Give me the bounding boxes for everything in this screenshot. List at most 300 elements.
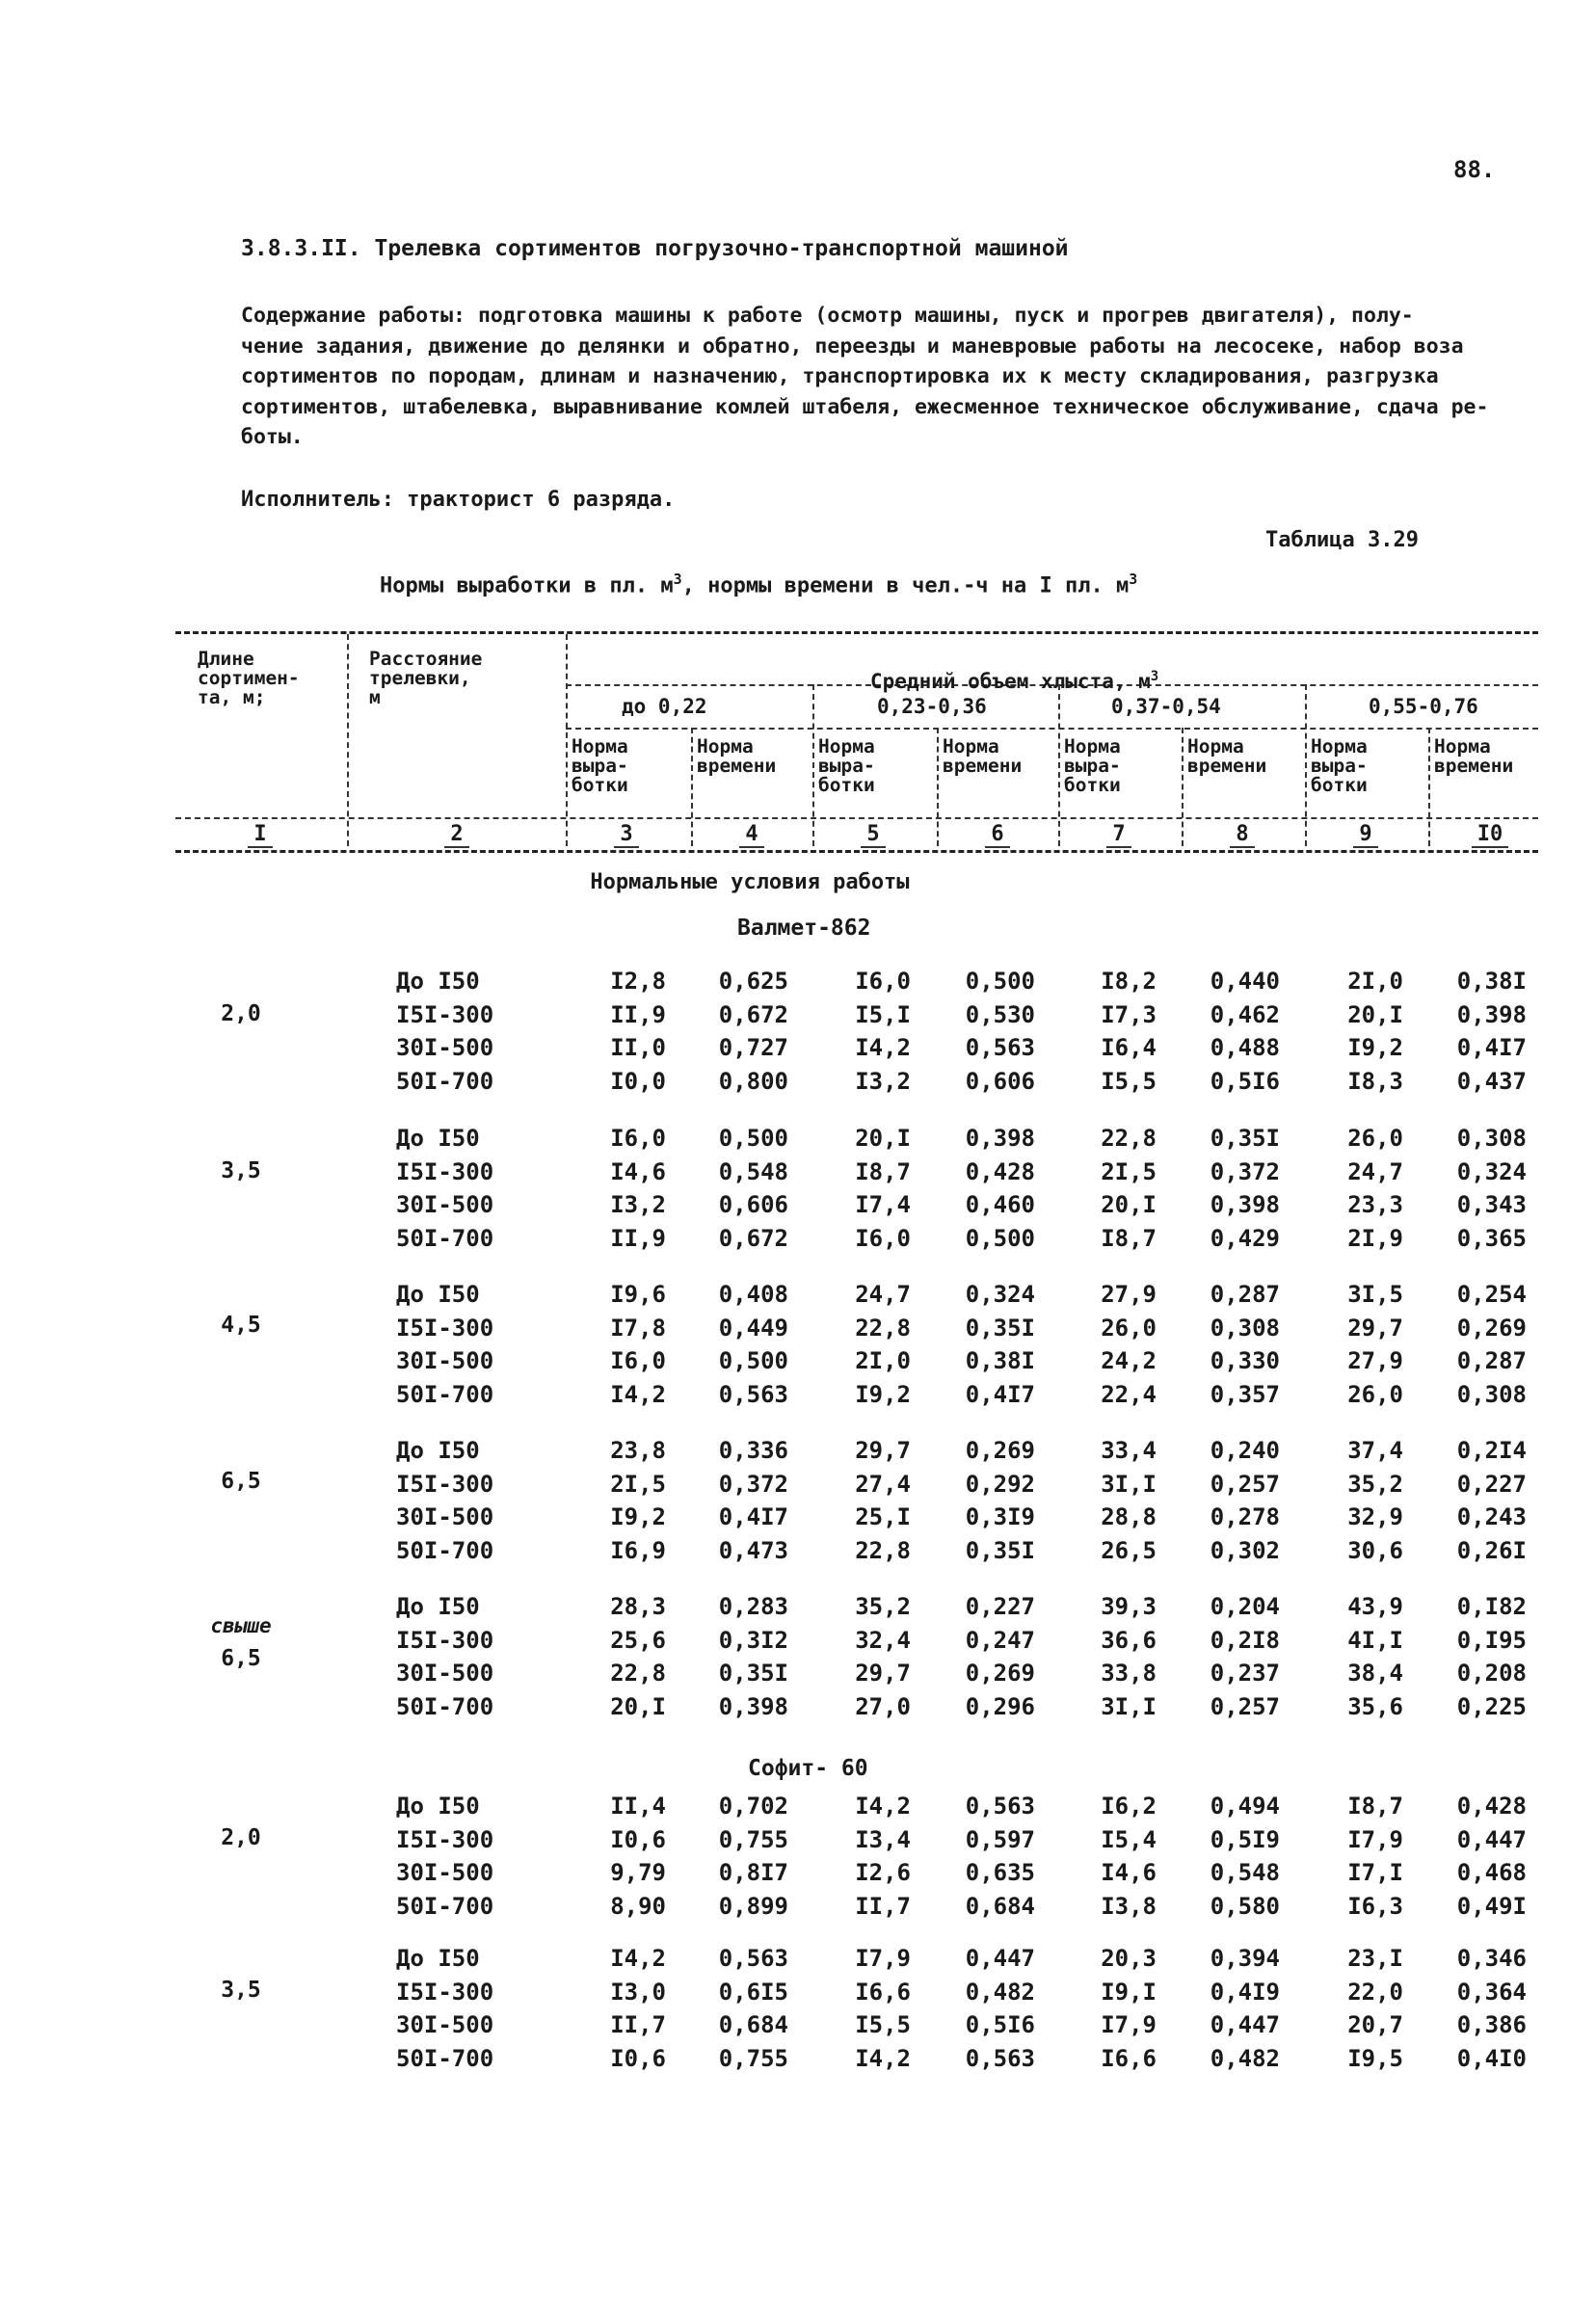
norm-time-value: 0,597 bbox=[965, 1825, 1035, 1853]
norm-output-value: I7,4 bbox=[855, 1191, 911, 1218]
norm-output-value: 38,4 bbox=[1347, 1660, 1403, 1687]
header-col-length: Длине сортимен- та, м; bbox=[198, 648, 300, 708]
header-norm-output: Норма выра- ботки bbox=[1311, 735, 1368, 796]
norm-output-value: I6,2 bbox=[1101, 1793, 1157, 1820]
norm-time-value: 0,364 bbox=[1456, 1978, 1527, 2006]
header-range-2: 0,23-0,36 bbox=[877, 695, 987, 718]
row-distance: 50I-700 bbox=[396, 1224, 494, 1252]
norm-output-value: 27,9 bbox=[1347, 1347, 1403, 1374]
norm-output-value: I7,I bbox=[1347, 1859, 1403, 1886]
norm-time-value: 0,204 bbox=[1210, 1593, 1280, 1620]
norm-time-value: 0,I82 bbox=[1456, 1593, 1527, 1620]
norm-time-value: 0,4I0 bbox=[1456, 2044, 1527, 2072]
norm-output-value: I6,0 bbox=[610, 1125, 666, 1152]
norm-output-value: 20,I bbox=[1347, 1000, 1403, 1028]
column-number-text: 6 bbox=[985, 822, 1009, 848]
norm-time-value: 0,49I bbox=[1456, 1892, 1527, 1920]
norm-output-value: I4,2 bbox=[855, 1034, 911, 1061]
norm-time-value: 0,563 bbox=[718, 1380, 788, 1408]
norm-output-value: I4,6 bbox=[1101, 1859, 1157, 1886]
column-number-text: 5 bbox=[861, 822, 885, 848]
norm-time-value: 0,460 bbox=[965, 1191, 1035, 1218]
norm-output-value: I3,2 bbox=[855, 1067, 911, 1095]
norm-time-value: 0,302 bbox=[1210, 1536, 1280, 1564]
norm-output-value: I7,9 bbox=[1347, 1825, 1403, 1853]
norm-output-value: I6,0 bbox=[855, 968, 911, 995]
norm-time-value: 0,2I4 bbox=[1456, 1437, 1527, 1464]
sortiment-length bbox=[173, 1155, 308, 1187]
norm-time-value: 0,635 bbox=[965, 1859, 1035, 1886]
column-number bbox=[959, 822, 1036, 846]
sortiment-length bbox=[173, 1309, 308, 1342]
header-rule bbox=[566, 728, 1538, 730]
content-line: Содержание работы: подготовка машины к работе (осмотр машины, пуск и прогрев двигателя), полу- bbox=[241, 304, 1414, 328]
norm-output-value: 20,I bbox=[855, 1125, 911, 1152]
norm-output-value: 39,3 bbox=[1101, 1593, 1157, 1620]
sortiment-length bbox=[173, 1821, 308, 1854]
norm-output-value: II,0 bbox=[610, 1034, 666, 1061]
norm-time-value: 0,287 bbox=[1456, 1347, 1527, 1374]
content-line: боты. bbox=[241, 425, 304, 449]
norm-time-value: 0,5I9 bbox=[1210, 1825, 1280, 1853]
column-number bbox=[222, 822, 299, 846]
norm-output-value: 35,2 bbox=[1347, 1470, 1403, 1498]
sortiment-length-value: 6,5 bbox=[221, 1469, 261, 1494]
norm-time-value: 0,225 bbox=[1456, 1692, 1527, 1720]
norm-time-value: 0,296 bbox=[965, 1692, 1035, 1720]
norm-output-value: 22,0 bbox=[1347, 1978, 1403, 2006]
norm-output-value: II,7 bbox=[855, 1892, 911, 1920]
sortiment-length-value: 6,5 bbox=[221, 1646, 261, 1671]
norm-output-value: I6,0 bbox=[610, 1347, 666, 1374]
norm-output-value: 22,4 bbox=[1101, 1380, 1157, 1408]
machine-title-sofit: Софит- 60 bbox=[748, 1756, 868, 1781]
norm-output-value: I5,5 bbox=[855, 2011, 911, 2038]
norm-time-value: 0,500 bbox=[965, 1224, 1035, 1252]
norm-time-value: 0,292 bbox=[965, 1470, 1035, 1498]
norm-time-value: 0,530 bbox=[965, 1000, 1035, 1028]
norm-output-value: 27,4 bbox=[855, 1470, 911, 1498]
norm-time-value: 0,257 bbox=[1210, 1692, 1280, 1720]
norm-output-value: I9,2 bbox=[610, 1503, 666, 1530]
norm-time-value: 0,269 bbox=[965, 1660, 1035, 1687]
header-divider bbox=[937, 728, 939, 846]
norm-output-value: 23,8 bbox=[610, 1437, 666, 1464]
header-norm-output: Норма выра- ботки bbox=[1064, 735, 1121, 796]
norm-time-value: 0,428 bbox=[965, 1157, 1035, 1185]
norm-output-value: I9,5 bbox=[1347, 2044, 1403, 2072]
norm-output-value: I9,2 bbox=[1347, 1034, 1403, 1061]
norm-time-value: 0,398 bbox=[965, 1125, 1035, 1152]
column-number-text: 4 bbox=[739, 822, 763, 848]
header-norm-output: Норма выра- ботки bbox=[818, 735, 875, 796]
norm-time-value: 0,38I bbox=[965, 1347, 1035, 1374]
norm-output-value: I9,6 bbox=[610, 1281, 666, 1308]
row-distance: До I50 bbox=[396, 1125, 480, 1152]
norm-output-value: 4I,I bbox=[1347, 1626, 1403, 1654]
norm-output-value: 26,0 bbox=[1347, 1125, 1403, 1152]
norm-time-value: 0,462 bbox=[1210, 1000, 1280, 1028]
norm-output-value: 20,I bbox=[610, 1692, 666, 1720]
norm-time-value: 0,672 bbox=[718, 1224, 788, 1252]
norm-time-value: 0,408 bbox=[718, 1281, 788, 1308]
norm-output-value: 20,I bbox=[1101, 1191, 1157, 1218]
row-distance: 50I-700 bbox=[396, 2044, 494, 2072]
norm-output-value: I6,9 bbox=[610, 1536, 666, 1564]
section-title: 3.8.3.II. Трелевка сортиментов погрузочно-транспортной машиной bbox=[241, 236, 1069, 261]
table-label: Таблица 3.29 bbox=[1265, 528, 1419, 552]
norm-time-value: 0,473 bbox=[718, 1536, 788, 1564]
header-col-distance: Расстояние трелевки, м bbox=[369, 648, 483, 708]
norm-time-value: 0,428 bbox=[1456, 1793, 1527, 1820]
column-number bbox=[1451, 822, 1529, 846]
norm-output-value: 9,79 bbox=[610, 1859, 666, 1886]
caption-sup-a: 3 bbox=[673, 571, 682, 588]
norm-time-value: 0,755 bbox=[718, 2044, 788, 2072]
caption-part-b: , нормы времени в чел.-ч на I пл. м bbox=[681, 573, 1130, 598]
column-number bbox=[835, 822, 912, 846]
norm-time-value: 0,563 bbox=[965, 1034, 1035, 1061]
machine-title-valmet: Валмет-862 bbox=[737, 916, 871, 941]
header-norm-time: Норма времени bbox=[697, 735, 777, 777]
column-number bbox=[1204, 822, 1281, 846]
norm-time-value: 0,287 bbox=[1210, 1281, 1280, 1308]
page-number: 88. bbox=[1453, 156, 1496, 183]
norm-output-value: 2I,9 bbox=[1347, 1224, 1403, 1252]
norm-time-value: 0,684 bbox=[965, 1892, 1035, 1920]
header-range-3: 0,37-0,54 bbox=[1111, 695, 1221, 718]
norm-output-value: I8,7 bbox=[1101, 1224, 1157, 1252]
norm-time-value: 0,35I bbox=[965, 1536, 1035, 1564]
norm-output-value: I6,3 bbox=[1347, 1892, 1403, 1920]
row-distance: I5I-300 bbox=[396, 1626, 494, 1654]
column-number-text: 8 bbox=[1230, 822, 1254, 848]
norm-time-value: 0,278 bbox=[1210, 1503, 1280, 1530]
sortiment-length bbox=[173, 1974, 308, 2006]
row-distance: До I50 bbox=[396, 1793, 480, 1820]
column-number-text: I0 bbox=[1472, 822, 1509, 848]
norm-time-value: 0,336 bbox=[718, 1437, 788, 1464]
norm-time-value: 0,324 bbox=[965, 1281, 1035, 1308]
column-number-text: 2 bbox=[444, 822, 468, 848]
norm-time-value: 0,386 bbox=[1456, 2011, 1527, 2038]
sortiment-length-value: 4,5 bbox=[221, 1313, 261, 1338]
norm-output-value: 26,5 bbox=[1101, 1536, 1157, 1564]
sortiment-length-value: 3,5 bbox=[221, 1978, 261, 2003]
norm-output-value: I2,8 bbox=[610, 968, 666, 995]
norm-output-value: 43,9 bbox=[1347, 1593, 1403, 1620]
norm-output-value: 24,2 bbox=[1101, 1347, 1157, 1374]
norm-time-value: 0,440 bbox=[1210, 968, 1280, 995]
column-number-text: 9 bbox=[1353, 822, 1377, 848]
sortiment-length-prefix: свыше bbox=[210, 1614, 272, 1637]
norm-output-value: 23,I bbox=[1347, 1945, 1403, 1972]
norm-time-value: 0,449 bbox=[718, 1314, 788, 1342]
norm-output-value: I8,2 bbox=[1101, 968, 1157, 995]
norm-output-value: 35,2 bbox=[855, 1593, 911, 1620]
norm-output-value: 25,6 bbox=[610, 1626, 666, 1654]
norm-output-value: I3,4 bbox=[855, 1825, 911, 1853]
norm-time-value: 0,548 bbox=[1210, 1859, 1280, 1886]
norm-output-value: 37,4 bbox=[1347, 1437, 1403, 1464]
header-range-1: до 0,22 bbox=[622, 695, 707, 718]
header-divider bbox=[691, 728, 693, 846]
norm-output-value: 32,9 bbox=[1347, 1503, 1403, 1530]
norm-time-value: 0,35I bbox=[965, 1314, 1035, 1342]
column-number bbox=[713, 822, 790, 846]
row-distance: I5I-300 bbox=[396, 1978, 494, 2006]
norm-time-value: 0,8I7 bbox=[718, 1859, 788, 1886]
norm-output-value: 33,8 bbox=[1101, 1660, 1157, 1687]
norm-time-value: 0,899 bbox=[718, 1892, 788, 1920]
norm-time-value: 0,398 bbox=[1210, 1191, 1280, 1218]
norm-time-value: 0,500 bbox=[965, 968, 1035, 995]
norm-time-value: 0,398 bbox=[1456, 1000, 1527, 1028]
header-divider bbox=[347, 634, 349, 846]
row-distance: I5I-300 bbox=[396, 1825, 494, 1853]
column-number bbox=[588, 822, 665, 846]
norm-output-value: I4,2 bbox=[610, 1945, 666, 1972]
norm-time-value: 0,3I9 bbox=[965, 1503, 1035, 1530]
row-distance: 50I-700 bbox=[396, 1892, 494, 1920]
norm-output-value: 24,7 bbox=[1347, 1157, 1403, 1185]
norm-output-value: 22,8 bbox=[1101, 1125, 1157, 1152]
norm-output-value: I0,6 bbox=[610, 2044, 666, 2072]
norm-output-value: 26,0 bbox=[1347, 1380, 1403, 1408]
norm-time-value: 0,308 bbox=[1456, 1125, 1527, 1152]
norm-time-value: 0,447 bbox=[965, 1945, 1035, 1972]
norm-output-value: 26,0 bbox=[1101, 1314, 1157, 1342]
norm-time-value: 0,227 bbox=[965, 1593, 1035, 1620]
norm-output-value: I7,8 bbox=[610, 1314, 666, 1342]
norm-time-value: 0,482 bbox=[965, 1978, 1035, 2006]
row-distance: 30I-500 bbox=[396, 1191, 494, 1218]
norm-time-value: 0,4I7 bbox=[1456, 1034, 1527, 1061]
norm-time-value: 0,3I2 bbox=[718, 1626, 788, 1654]
norm-output-value: 2I,0 bbox=[1347, 968, 1403, 995]
column-number bbox=[418, 822, 495, 846]
norm-output-value: I9,2 bbox=[855, 1380, 911, 1408]
norm-time-value: 0,482 bbox=[1210, 2044, 1280, 2072]
norm-output-value: 35,6 bbox=[1347, 1692, 1403, 1720]
norm-time-value: 0,357 bbox=[1210, 1380, 1280, 1408]
norm-time-value: 0,308 bbox=[1210, 1314, 1280, 1342]
column-number-text: 7 bbox=[1106, 822, 1130, 848]
norm-time-value: 0,580 bbox=[1210, 1892, 1280, 1920]
sortiment-length-value: 2,0 bbox=[221, 1825, 261, 1850]
norm-time-value: 0,468 bbox=[1456, 1859, 1527, 1886]
sortiment-length bbox=[173, 1609, 308, 1675]
norm-time-value: 0,563 bbox=[965, 2044, 1035, 2072]
performer: Исполнитель: тракторист 6 разряда. bbox=[241, 488, 676, 512]
norm-output-value: I4,2 bbox=[855, 2044, 911, 2072]
norm-time-value: 0,684 bbox=[718, 2011, 788, 2038]
norm-time-value: 0,6I5 bbox=[718, 1978, 788, 2006]
row-distance: До I50 bbox=[396, 1437, 480, 1464]
norm-time-value: 0,727 bbox=[718, 1034, 788, 1061]
norm-output-value: 32,4 bbox=[855, 1626, 911, 1654]
row-distance: 30I-500 bbox=[396, 1503, 494, 1530]
norm-time-value: 0,237 bbox=[1210, 1660, 1280, 1687]
norm-output-value: I8,3 bbox=[1347, 1067, 1403, 1095]
norm-time-value: 0,208 bbox=[1456, 1660, 1527, 1687]
norm-time-value: 0,563 bbox=[718, 1945, 788, 1972]
norm-time-value: 0,548 bbox=[718, 1157, 788, 1185]
header-rule bbox=[175, 817, 1538, 819]
norm-output-value: I0,0 bbox=[610, 1067, 666, 1095]
norm-output-value: II,9 bbox=[610, 1000, 666, 1028]
norm-time-value: 0,755 bbox=[718, 1825, 788, 1853]
row-distance: 50I-700 bbox=[396, 1067, 494, 1095]
norm-time-value: 0,2I8 bbox=[1210, 1626, 1280, 1654]
norm-time-value: 0,308 bbox=[1456, 1380, 1527, 1408]
norm-time-value: 0,394 bbox=[1210, 1945, 1280, 1972]
norm-output-value: I6,6 bbox=[1101, 2044, 1157, 2072]
content-line: чение задания, движение до делянки и обратно, переезды и маневровые работы на лесосеке, набор воза bbox=[241, 333, 1464, 359]
norm-time-value: 0,35I bbox=[1210, 1125, 1280, 1152]
norm-output-value: II,7 bbox=[610, 2011, 666, 2038]
norm-time-value: 0,365 bbox=[1456, 1224, 1527, 1252]
header-divider bbox=[566, 634, 568, 846]
row-distance: 50I-700 bbox=[396, 1380, 494, 1408]
norm-time-value: 0,330 bbox=[1210, 1347, 1280, 1374]
work-content bbox=[241, 301, 1523, 453]
row-distance: До I50 bbox=[396, 1945, 480, 1972]
norm-output-value: I5,5 bbox=[1101, 1067, 1157, 1095]
norm-time-value: 0,247 bbox=[965, 1626, 1035, 1654]
norm-time-value: 0,606 bbox=[718, 1191, 788, 1218]
row-distance: 50I-700 bbox=[396, 1536, 494, 1564]
table-caption bbox=[380, 571, 1137, 598]
norm-output-value: I6,6 bbox=[855, 1978, 911, 2006]
norm-output-value: 28,3 bbox=[610, 1593, 666, 1620]
sortiment-length bbox=[173, 1465, 308, 1498]
header-norm-time: Норма времени bbox=[1434, 735, 1514, 777]
norm-output-value: 20,7 bbox=[1347, 2011, 1403, 2038]
header-avg-volume-sup: 3 bbox=[1150, 669, 1159, 684]
norm-output-value: 25,I bbox=[855, 1503, 911, 1530]
norm-output-value: I8,7 bbox=[855, 1157, 911, 1185]
content-line: сортиментов по породам, длинам и назначению, транспортировка их к месту складирования, разгрузка bbox=[241, 364, 1439, 388]
caption-sup-b: 3 bbox=[1129, 571, 1138, 588]
norm-time-value: 0,4I7 bbox=[965, 1380, 1035, 1408]
content-line: сортиментов, штабелевка, выравнивание комлей штабеля, ежесменное техническое обслуживание, сдача ре- bbox=[241, 394, 1489, 419]
norm-time-value: 0,257 bbox=[1210, 1470, 1280, 1498]
norm-output-value: I7,3 bbox=[1101, 1000, 1157, 1028]
header-divider bbox=[812, 684, 814, 846]
norm-output-value: 30,6 bbox=[1347, 1536, 1403, 1564]
norm-output-value: I8,7 bbox=[1347, 1793, 1403, 1820]
norm-output-value: 29,7 bbox=[855, 1437, 911, 1464]
caption-part-a: Нормы выработки в пл. м bbox=[380, 573, 674, 598]
norm-time-value: 0,227 bbox=[1456, 1470, 1527, 1498]
norm-time-value: 0,429 bbox=[1210, 1224, 1280, 1252]
norm-time-value: 0,5I6 bbox=[965, 2011, 1035, 2038]
norm-output-value: 8,90 bbox=[610, 1892, 666, 1920]
norm-output-value: 3I,I bbox=[1101, 1692, 1157, 1720]
norm-time-value: 0,447 bbox=[1456, 1825, 1527, 1853]
header-norm-time: Норма времени bbox=[1187, 735, 1267, 777]
norm-output-value: 22,8 bbox=[855, 1314, 911, 1342]
header-divider bbox=[1058, 684, 1060, 846]
norm-output-value: I4,2 bbox=[855, 1793, 911, 1820]
norm-time-value: 0,398 bbox=[718, 1692, 788, 1720]
row-distance: I5I-300 bbox=[396, 1470, 494, 1498]
norm-output-value: 33,4 bbox=[1101, 1437, 1157, 1464]
column-number bbox=[1327, 822, 1404, 846]
norm-output-value: 29,7 bbox=[1347, 1314, 1403, 1342]
norm-output-value: 28,8 bbox=[1101, 1503, 1157, 1530]
norm-time-value: 0,672 bbox=[718, 1000, 788, 1028]
norm-time-value: 0,254 bbox=[1456, 1281, 1527, 1308]
row-distance: 30I-500 bbox=[396, 1859, 494, 1886]
norm-time-value: 0,372 bbox=[718, 1470, 788, 1498]
norm-time-value: 0,494 bbox=[1210, 1793, 1280, 1820]
norm-time-value: 0,I95 bbox=[1456, 1626, 1527, 1654]
norm-output-value: 29,7 bbox=[855, 1660, 911, 1687]
norm-output-value: 2I,5 bbox=[610, 1470, 666, 1498]
norm-output-value: II,9 bbox=[610, 1224, 666, 1252]
sortiment-length-value: 3,5 bbox=[221, 1158, 261, 1183]
norm-output-value: I3,2 bbox=[610, 1191, 666, 1218]
norm-output-value: I6,4 bbox=[1101, 1034, 1157, 1061]
norm-time-value: 0,4I7 bbox=[718, 1503, 788, 1530]
norm-time-value: 0,437 bbox=[1456, 1067, 1527, 1095]
norm-output-value: 36,6 bbox=[1101, 1626, 1157, 1654]
norm-time-value: 0,324 bbox=[1456, 1157, 1527, 1185]
header-divider bbox=[1428, 728, 1430, 846]
norm-output-value: 24,7 bbox=[855, 1281, 911, 1308]
norm-time-value: 0,38I bbox=[1456, 968, 1527, 995]
norm-output-value: 2I,5 bbox=[1101, 1157, 1157, 1185]
norm-time-value: 0,269 bbox=[965, 1437, 1035, 1464]
norm-output-value: 27,0 bbox=[855, 1692, 911, 1720]
norm-time-value: 0,5I6 bbox=[1210, 1067, 1280, 1095]
norm-time-value: 0,4I9 bbox=[1210, 1978, 1280, 2006]
norm-output-value: I9,I bbox=[1101, 1978, 1157, 2006]
column-number-text: 3 bbox=[614, 822, 638, 848]
sortiment-length-value: 2,0 bbox=[221, 1001, 261, 1026]
norm-time-value: 0,240 bbox=[1210, 1437, 1280, 1464]
norm-time-value: 0,35I bbox=[718, 1660, 788, 1687]
condition-title: Нормальные условия работы bbox=[590, 870, 910, 894]
row-distance: 50I-700 bbox=[396, 1692, 494, 1720]
norm-time-value: 0,500 bbox=[718, 1347, 788, 1374]
norm-output-value: I4,6 bbox=[610, 1157, 666, 1185]
row-distance: I5I-300 bbox=[396, 1000, 494, 1028]
header-avg-volume bbox=[870, 648, 1158, 691]
norm-time-value: 0,702 bbox=[718, 1793, 788, 1820]
norm-output-value: 22,8 bbox=[855, 1536, 911, 1564]
norm-output-value: I6,0 bbox=[855, 1224, 911, 1252]
row-distance: 30I-500 bbox=[396, 1347, 494, 1374]
row-distance: 30I-500 bbox=[396, 1034, 494, 1061]
norm-time-value: 0,343 bbox=[1456, 1191, 1527, 1218]
row-distance: До I50 bbox=[396, 1281, 480, 1308]
header-norm-output: Норма выра- ботки bbox=[572, 735, 628, 796]
norm-output-value: 2I,0 bbox=[855, 1347, 911, 1374]
row-distance: I5I-300 bbox=[396, 1314, 494, 1342]
norm-output-value: I3,0 bbox=[610, 1978, 666, 2006]
norm-output-value: I0,6 bbox=[610, 1825, 666, 1853]
header-norm-time: Норма времени bbox=[943, 735, 1023, 777]
norm-time-value: 0,372 bbox=[1210, 1157, 1280, 1185]
norm-output-value: II,4 bbox=[610, 1793, 666, 1820]
header-range-4: 0,55-0,76 bbox=[1369, 695, 1478, 718]
norm-time-value: 0,563 bbox=[965, 1793, 1035, 1820]
norm-time-value: 0,606 bbox=[965, 1067, 1035, 1095]
header-divider bbox=[1305, 684, 1307, 846]
